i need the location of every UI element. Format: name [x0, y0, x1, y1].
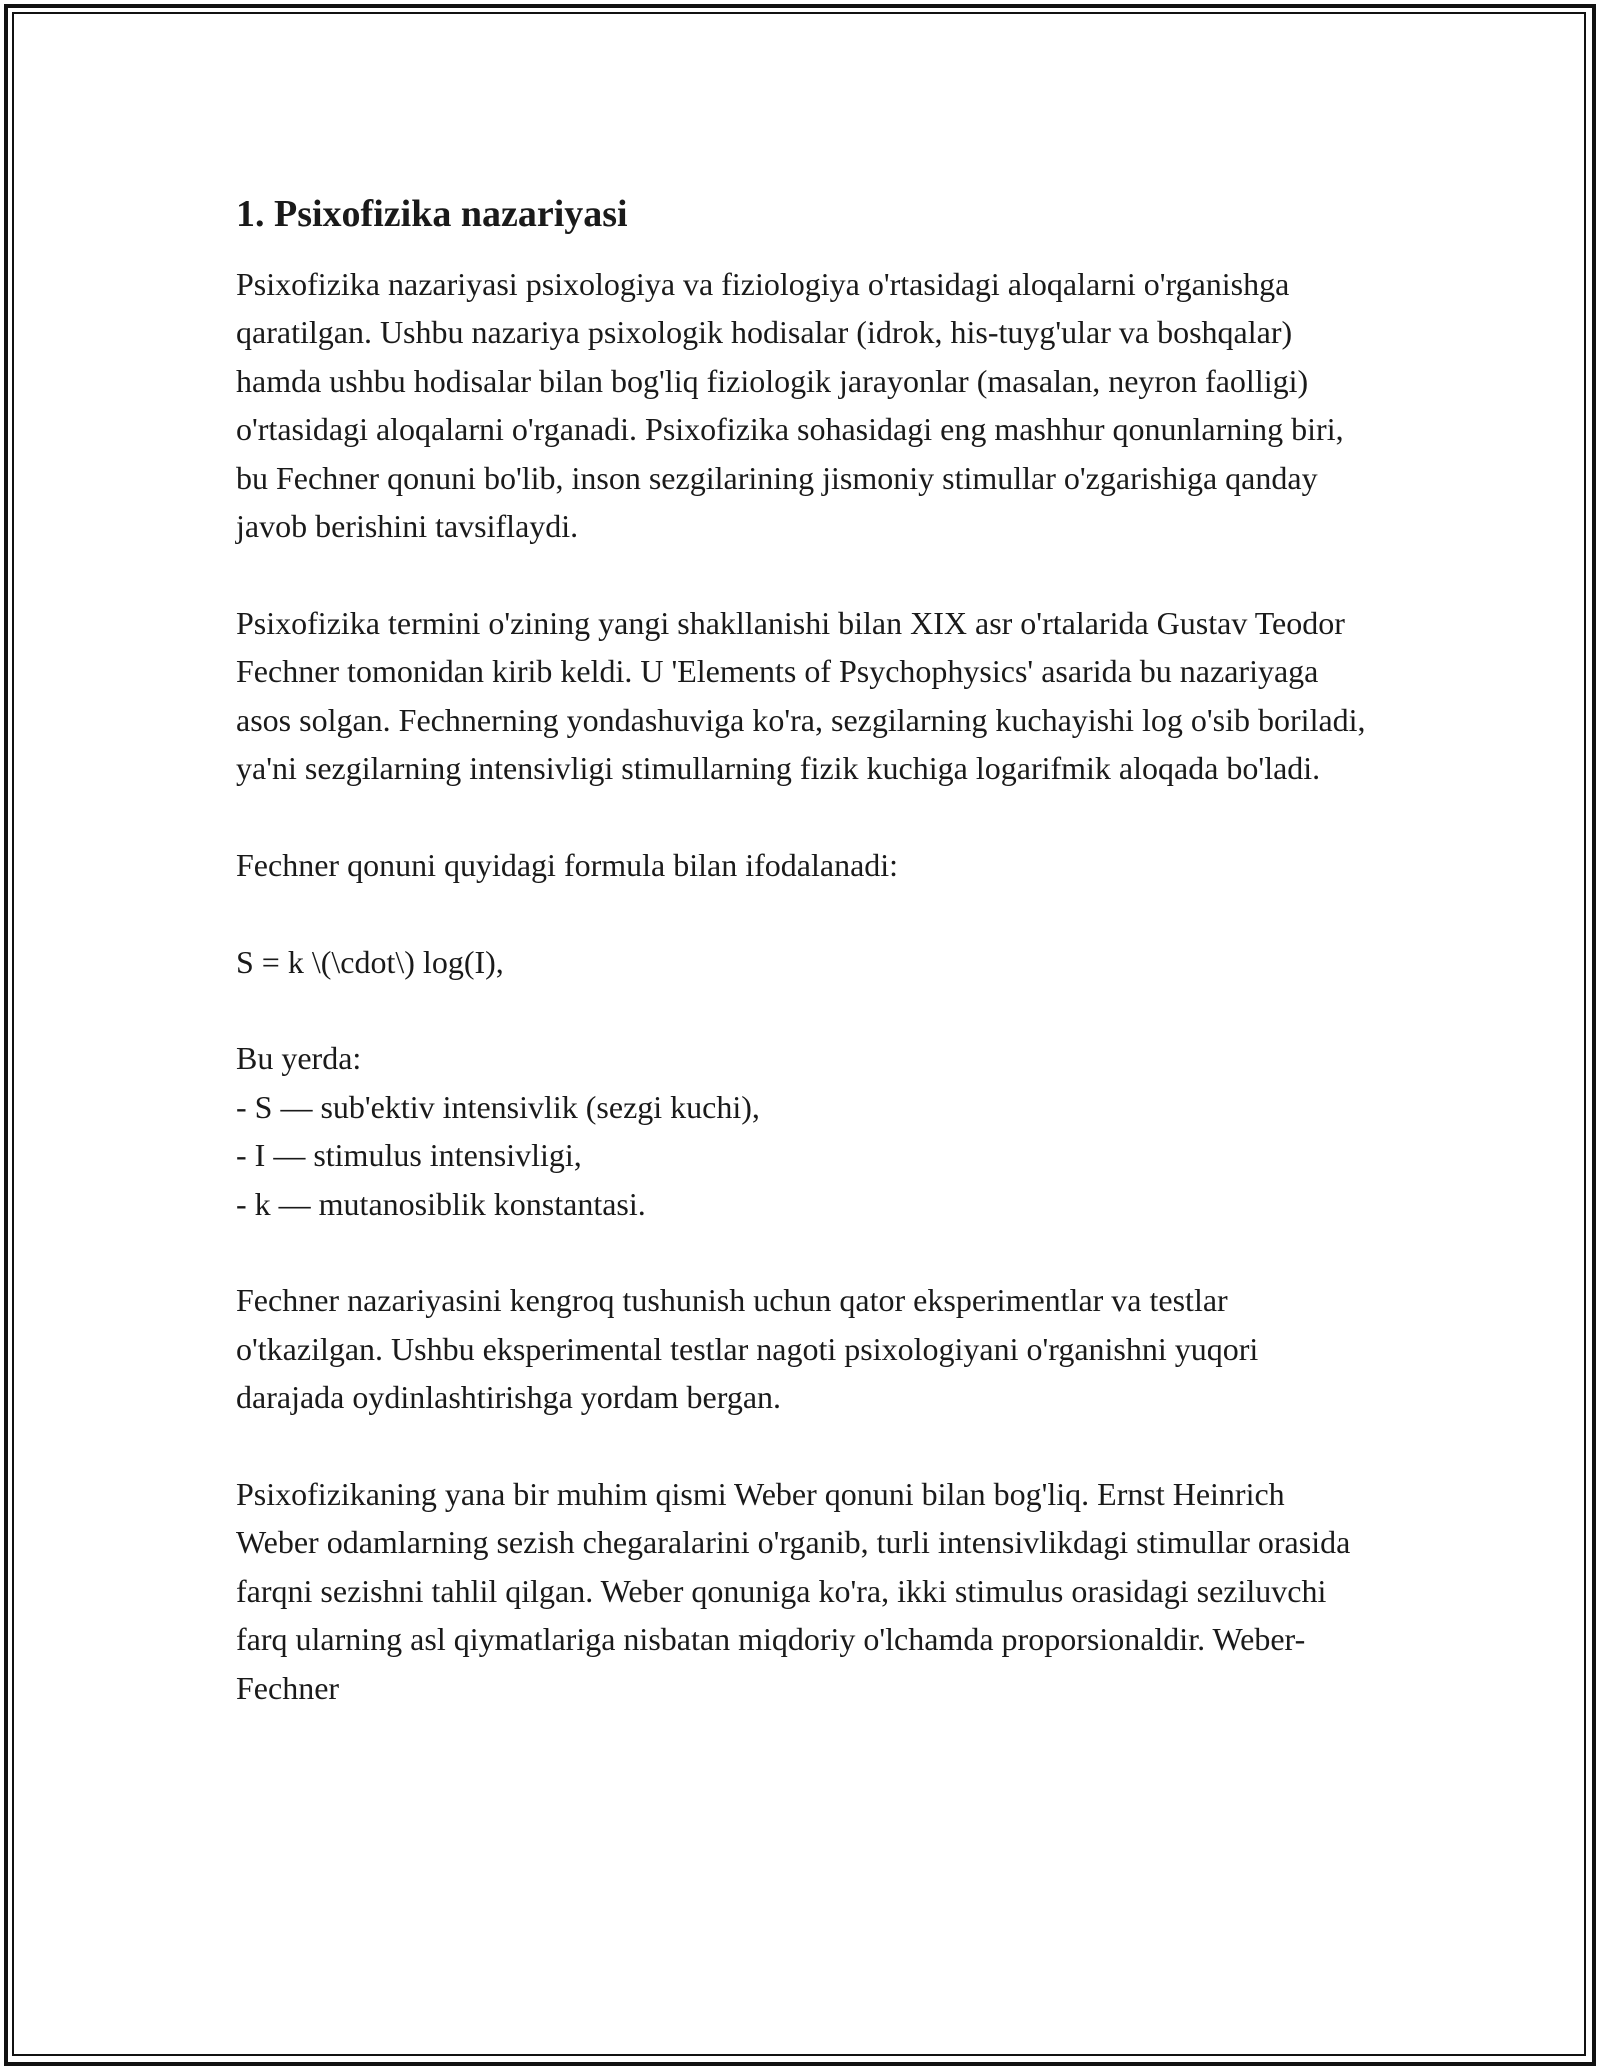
- document-body: [236, 186, 1366, 1712]
- list-item: - S — sub'ektiv intensivlik (sezgi kuchi),: [236, 1088, 760, 1125]
- formula-line: S = k \(\cdot\) log(I),: [236, 943, 504, 980]
- definitions-block: [236, 1034, 1366, 1228]
- list-item: - I — stimulus intensivligi,: [236, 1137, 582, 1174]
- paragraph-weber: Psixofizikaning yana bir muhim qismi Weber qonuni bilan bog'liq. Ernst Heinrich Weber odamlarning sezish chegaralarini o'rganib, turli intensivlikdagi stimullar orasida farqni sezishni tahlil qilgan. Weber qonuniga ko'ra, ikki stimulus orasidagi seziluvchi farq ularning asl qiymatlariga nisbatan miqdoriy o'lchamda proporsionaldir. Weber-Fechner: [236, 1476, 1351, 1706]
- paragraph-history: Psixofizika termini o'zining yangi shakllanishi bilan XIX asr o'rtalarida Gustav Teodor Fechner tomonidan kirib keldi. U 'Elements of Psychophysics' asarida bu nazariyaga asos solgan. Fechnerning yondashuviga ko'ra, sezgilarning kuchayishi log o'sib boriladi, ya'ni sezgilarning intensivligi stimullarning fizik kuchiga logarifmik aloqada bo'ladi.: [236, 604, 1366, 787]
- list-item: - k — mutanosiblik konstantasi.: [236, 1185, 646, 1222]
- section-heading: 1. Psixofizika nazariyasi: [236, 193, 628, 235]
- where-label: Bu yerda:: [236, 1040, 362, 1077]
- paragraph-formula-intro: Fechner qonuni quyidagi formula bilan ifodalanadi:: [236, 846, 899, 883]
- paragraph-intro: Psixofizika nazariyasi psixologiya va fiziologiya o'rtasidagi aloqalarni o'rganishga qaratilgan. Ushbu nazariya psixologik hodisalar (idrok, his-tuyg'ular va boshqalar) hamda ushbu hodisalar bilan bog'liq fiziologik jarayonlar (masalan, neyron faolligi) o'rtasidagi aloqalarni o'rganadi. Psixofizika sohasidagi eng mashhur qonunlarning biri, bu Fechner qonuni bo'lib, inson sezgilarining jismoniy stimullar o'zgarishiga qanday javob berishini tavsiflaydi.: [236, 266, 1344, 545]
- paragraph-experiments: Fechner nazariyasini kengroq tushunish uchun qator eksperimentlar va testlar o'tkazilgan. Ushbu eksperimental testlar nagoti psixologiyani o'rganishni yuqori darajada oydinlashtirishga yordam bergan.: [236, 1282, 1259, 1416]
